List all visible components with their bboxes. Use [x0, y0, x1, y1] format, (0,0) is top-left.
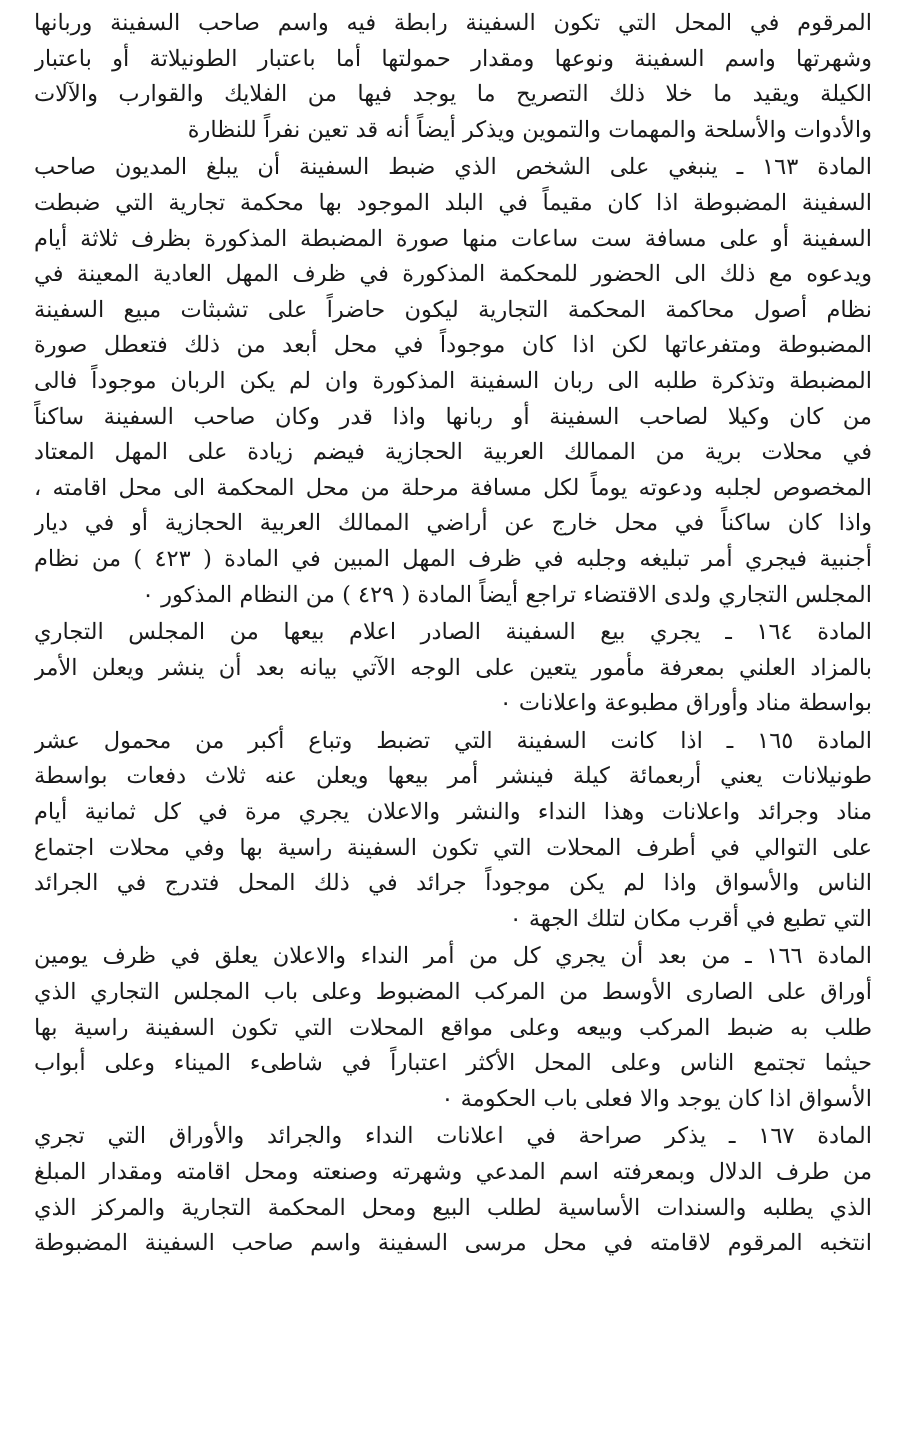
- text-line: بواسطة مناد وأوراق مطبوعة واعلانات ٠: [499, 690, 872, 717]
- text-line: بالمزاد العلني بمعرفة مأمور يتعين على الوجه الآتي بيانه بعد أن ينشر ويعلن الأمر: [34, 654, 872, 681]
- text-line: واذا كان ساكناً في محل خارج عن أراضي الممالك العربية الحجازية أو في ديار: [34, 510, 872, 537]
- text-line: مناد وجرائد واعلانات وهذا النداء والنشر والاعلان يجري مرة في كل ثمانية أيام: [34, 799, 872, 826]
- article-163: [34, 150, 872, 613]
- article-167: [34, 1119, 872, 1261]
- text-line: الأسواق اذا كان يوجد والا فعلى باب الحكومة ٠: [441, 1085, 872, 1112]
- text-line: أوراق على الصارى الأوسط من المركب المضبوط وعلى باب المجلس التجاري الذي: [34, 979, 872, 1006]
- article-166: [34, 939, 872, 1117]
- text-line: حيثما تجتمع الناس وعلى المحل الأكثر اعتباراً في شاطىء الميناء وعلى أبواب: [34, 1050, 872, 1077]
- text-line: السفينة أو على مسافة ست ساعات منها صورة المضبطة المذكورة بظرف ثلاثة أيام: [34, 225, 872, 252]
- article-165: [34, 724, 872, 938]
- text-line: من طرف الدلال وبمعرفته اسم المدعي وشهرته وصنعته ومحل اقامته ومقدار المبلغ: [34, 1159, 872, 1185]
- text-line: التي تطبع في أقرب مكان لتلك الجهة ٠: [509, 905, 872, 932]
- text-line: أجنبية فيجري أمر تبليغه وجلبه في ظرف المهل المبين في المادة ( ٤٢٣ ) من نظام: [34, 545, 872, 572]
- text-line: المادة ١٦٧ ـ يذكر صراحة في اعلانات النداء والجرائد والأوراق التي تجري: [34, 1123, 872, 1150]
- text-line: المضبطة وتذكرة طلبه الى ربان السفينة المذكورة وان لم يكن الربان موجوداً فالى: [34, 367, 872, 394]
- text-line: الناس والأسواق واذا لم يكن موجوداً جرائد في ذلك المحل فتدرج في الجرائد: [34, 870, 872, 897]
- text-line: طونيلانات يعني أربعمائة كيلة فينشر أمر بيعها ويعلن عنه ثلاث دفعات بواسطة: [34, 763, 872, 790]
- document-page: [34, 6, 872, 1296]
- text-line: المخصوص لجلبه ودعوته يوماً لكل مسافة مرحلة من محل المحكمة الى محل اقامته ،: [34, 474, 872, 501]
- text-line: انتخبه المرقوم لاقامته في محل مرسى السفينة واسم صاحب السفينة المضبوطة: [34, 1230, 872, 1257]
- text-line: الكيلة ويقيد ما خلا ذلك التصريح ما يوجد فيها من الفلايك والقوارب والآلات: [34, 81, 872, 108]
- text-line: طلب به ضبط المركب وبيعه وعلى مواقع المحلات التي تكون السفينة راسية بها: [34, 1014, 872, 1041]
- text-line: المادة ١٦٤ ـ يجري بيع السفينة الصادر اعلام بيعها من المجلس التجاري: [34, 619, 872, 646]
- text-line: المادة ١٦٦ ـ من بعد أن يجري كل من أمر النداء والاعلان يعلق في ظرف يومين: [34, 943, 872, 970]
- text-line: المرقوم في المحل التي تكون السفينة رابطة فيه واسم صاحب السفينة وربانها: [34, 10, 872, 36]
- text-line: السفينة المضبوطة اذا كان مقيماً في البلد الموجود بها محكمة تجارية التي ضبطت: [34, 189, 872, 216]
- text-line: من كان وكيلا لصاحب السفينة أو ربانها واذا قدر وكان صاحب السفينة ساكناً: [34, 403, 872, 430]
- paragraph-intro: [34, 6, 872, 148]
- text-line: ويدعوه مع ذلك الى الحضور للمحكمة المذكورة في ظرف المهل العادية المعينة في: [34, 261, 872, 288]
- text-line: المضبوطة ومتفرعاتها لكن اذا كان موجوداً في محل أبعد من ذلك فتعطل صورة: [34, 332, 872, 359]
- text-line: على التوالي في أطرف المحلات التي تكون السفينة راسية بها وفي محلات اجتماع: [34, 834, 872, 861]
- text-line: المجلس التجاري ولدى الاقتضاء تراجع أيضاً المادة ( ٤٢٩ ) من النظام المذكور ٠: [141, 581, 872, 608]
- text-line: المادة ١٦٣ ـ ينبغي على الشخص الذي ضبط السفينة أن يبلغ المديون صاحب: [34, 154, 872, 181]
- article-164: [34, 615, 872, 722]
- text-line: المادة ١٦٥ ـ اذا كانت السفينة التي تضبط وتباع أكبر من محمول عشر: [34, 727, 872, 754]
- text-line: وشهرتها واسم السفينة ونوعها ومقدار حمولتها أما باعتبار الطونيلاتة أو باعتبار: [34, 45, 872, 72]
- text-line: والأدوات والأسلحة والمهمات والتموين ويذكر أيضاً أنه قد تعين نفراً للنظارة: [187, 116, 872, 143]
- text-line: نظام أصول محاكمة المحكمة التجارية ليكون حاضراً على تشبثات مبيع السفينة: [34, 296, 872, 323]
- text-line: في محلات برية من الممالك العربية الحجازية فيضم زيادة على المهل المعتاد: [34, 439, 872, 466]
- text-line: الذي يطلبه والسندات الأساسية لطلب البيع ومحل المحكمة التجارية والمركز الذي: [34, 1194, 872, 1221]
